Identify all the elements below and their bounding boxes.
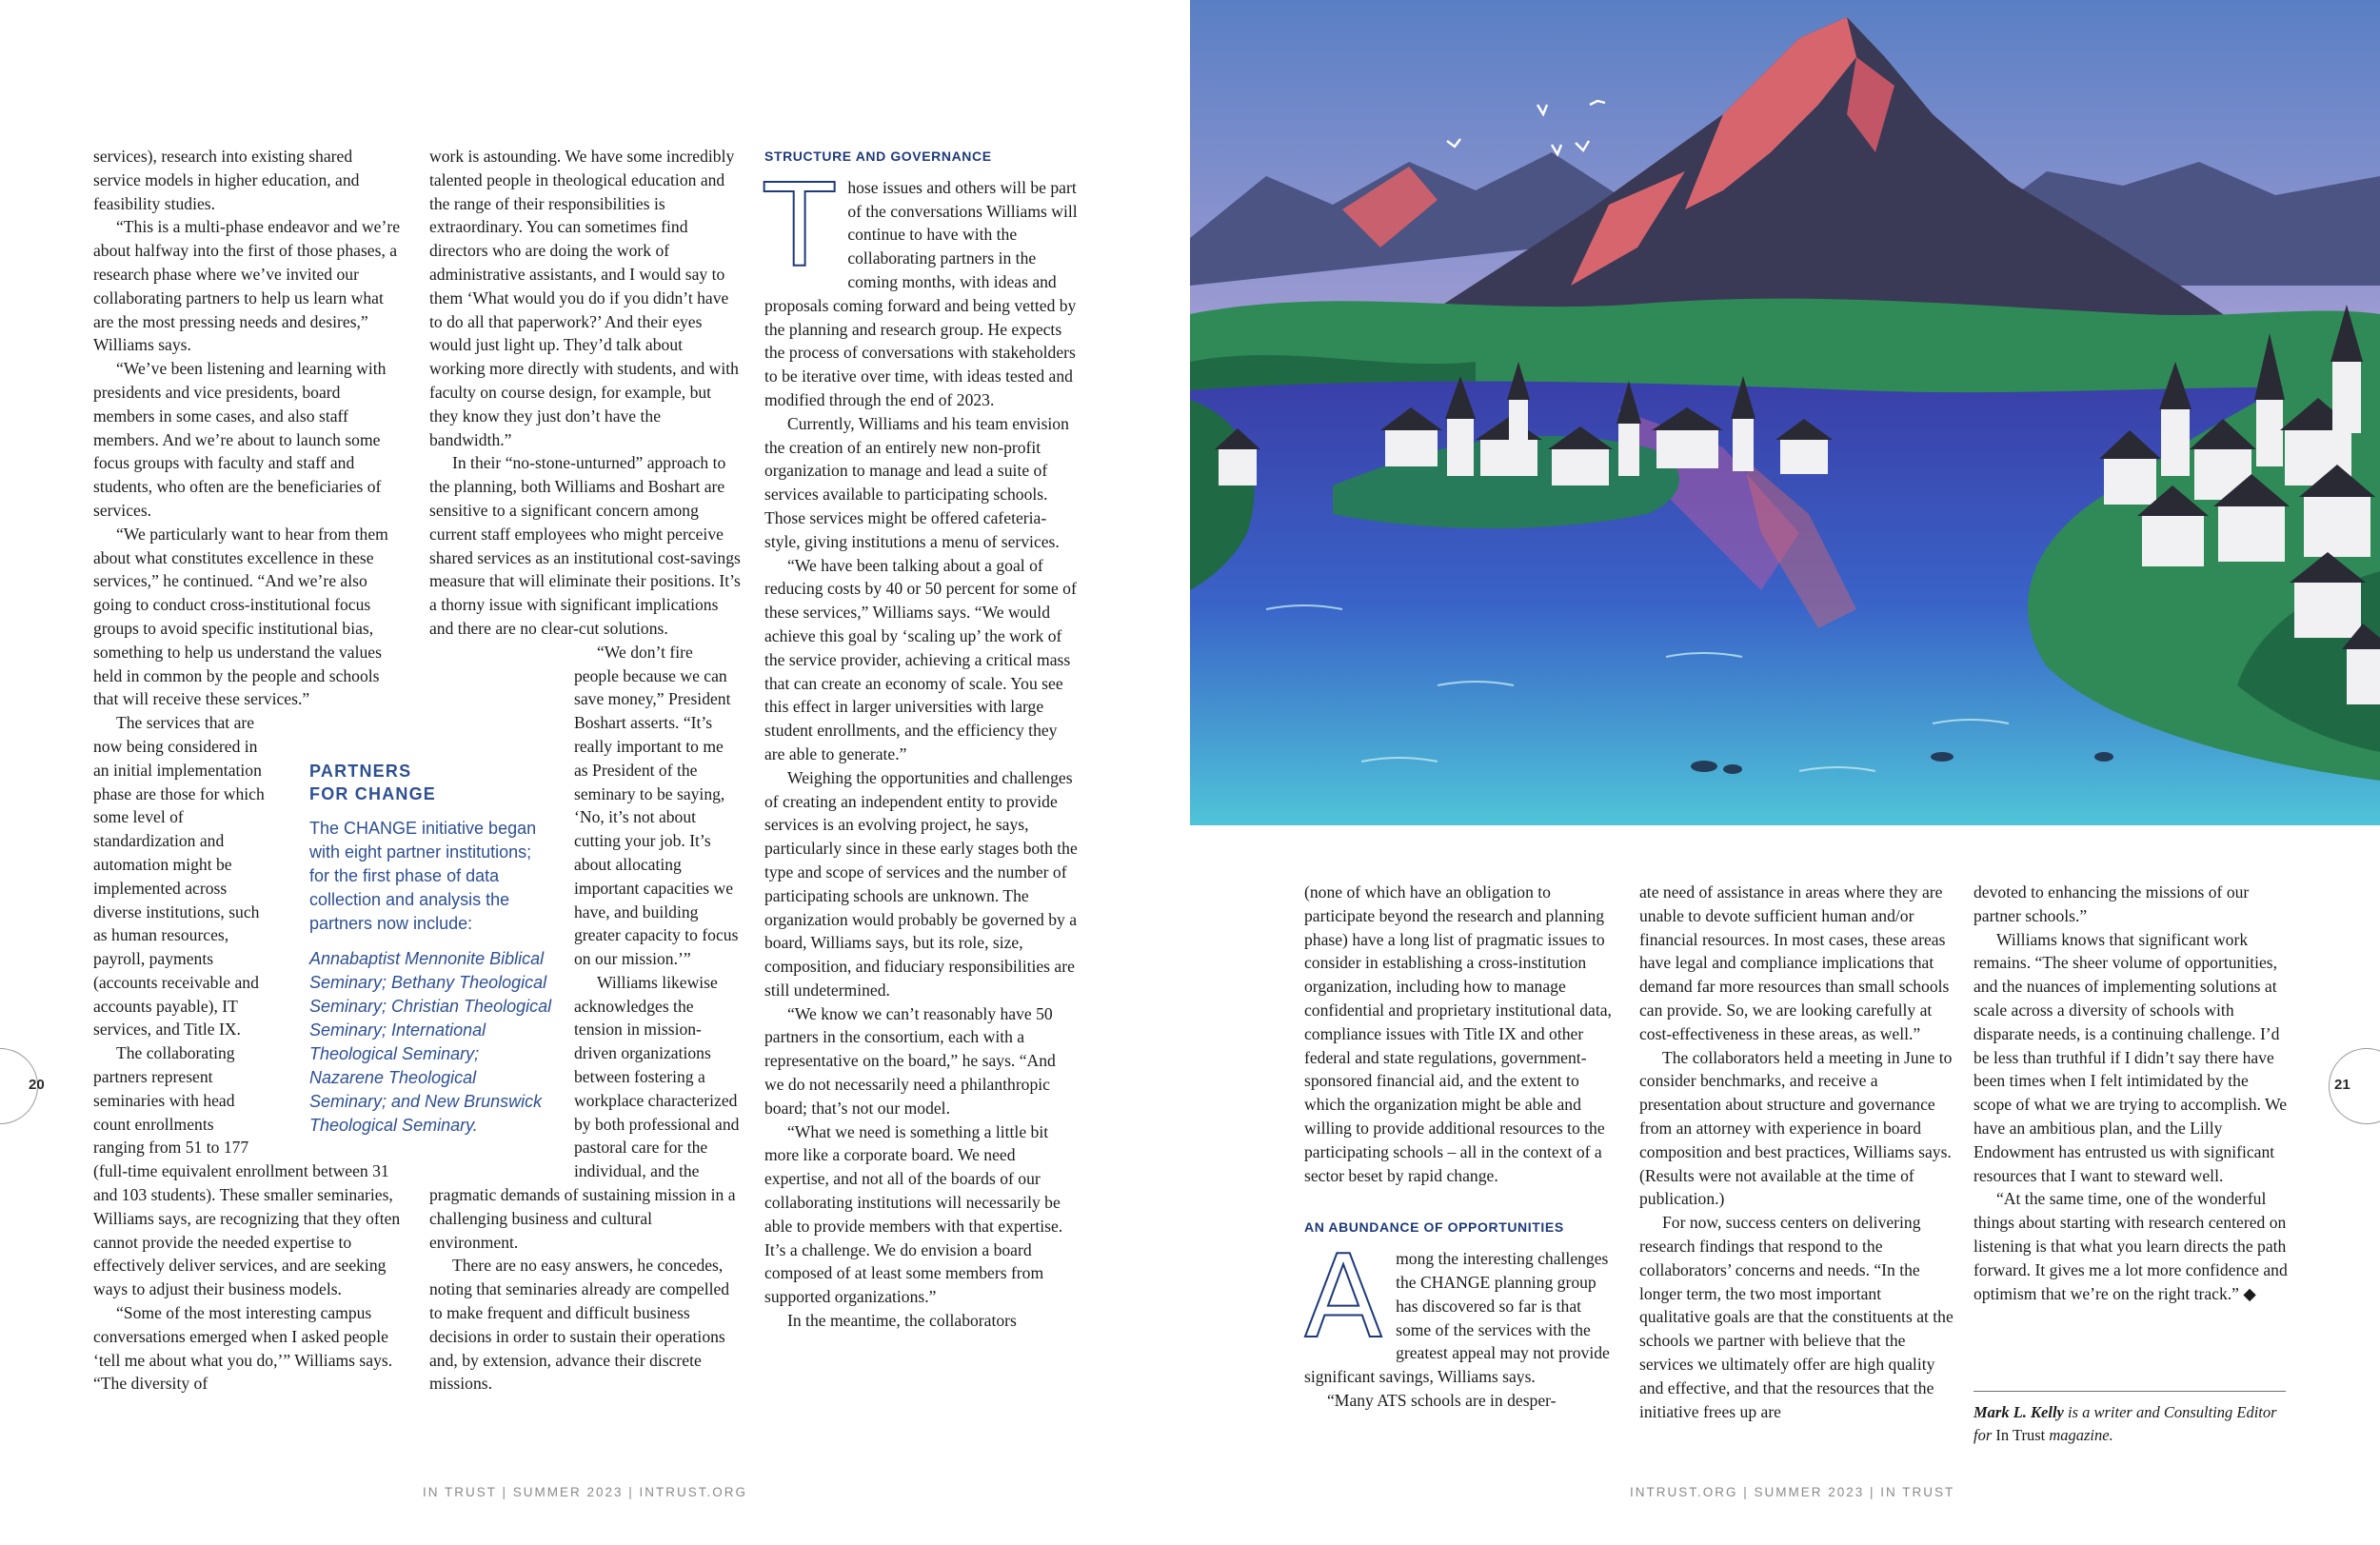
rock — [2094, 752, 2113, 762]
right-column-2 — [1639, 881, 1954, 1423]
sidebar-partner-list: Annabaptist Mennonite Biblical Seminary; Bethany Theological Seminary; Christian Theological Seminary; International Theological Seminary; Nazarene Theological Seminary; and New Brunswick Theological Seminary. — [309, 949, 552, 1135]
paragraph: “Many ATS schools are in desper- — [1327, 1390, 1557, 1410]
right-column-1 — [1304, 881, 1618, 1413]
sidebar-title-line: PARTNERS — [309, 762, 412, 781]
footer: IN TRUST | SUMMER 2023 | INTRUST.ORG — [423, 1485, 748, 1499]
sidebar-title-line: FOR CHANGE — [309, 784, 436, 803]
rock — [1691, 761, 1717, 772]
author-name: Mark L. Kelly — [1973, 1403, 2064, 1421]
paragraph: hose issues and others will be part of the conversations Williams will continue to have with the collaborating partners in the coming months, with ideas and proposals coming forward and being vetted by the planning and research group. He expects the process of conversations with stakeholders to be iterative over time, with ideas tested and modified through the end of 2023. — [764, 177, 1078, 409]
paragraph: services), research into existing shared service models in higher education, and feasibility studies. — [93, 147, 360, 213]
drop-cap: A — [1304, 1232, 1383, 1365]
magazine-name: In Trust — [1995, 1426, 2046, 1444]
partners-sidebar — [309, 760, 552, 1138]
credit-text: magazine. — [2045, 1426, 2113, 1444]
page-number: 21 — [2334, 1077, 2350, 1093]
paragraph: “We particularly want to hear from them about what constitutes excellence in these services,” he continued. “And we’re also going to conduct cross-institutional focus groups to avoid specific institutional bias, something to help us understand the values held in common by the people and schools that will receive these services.” — [93, 524, 388, 709]
paragraph: In their “no-stone-unturned” approach to the planning, both Williams and Boshart are sensitive to a significant concern among current staff employees who might perceive shared services as an institutional cost-savings measure that will eliminate their positions. It’s a thorny issue with significant implications and there are no clear-cut solutions. — [429, 453, 741, 638]
page-number: 20 — [29, 1077, 45, 1093]
section-heading: AN ABUNDANCE OF OPPORTUNITIES — [1304, 1219, 1564, 1236]
paragraph: In the meantime, the collaborators — [787, 1311, 1017, 1331]
sidebar-intro: The CHANGE initiative began with eight partner institutions; for the first phase of data collection and analysis the partners now include: — [309, 819, 537, 933]
paragraph: Williams likewise acknowledges the tension in mission-driven organizations between fostering a workplace characterized by both professional and pastoral care for the individual, and the pragmatic demands of sustaining mission in a challenging business and cultural environment. — [429, 972, 740, 1252]
paragraph: “Some of the most interesting campus conversations emerged when I asked people ‘tell me about what you do,’” Williams says. “The diversity of — [93, 1303, 393, 1394]
sidebar-title — [309, 760, 552, 805]
right-column-3 — [1973, 881, 2288, 1305]
paragraph: The collaborators held a meeting in June to consider benchmarks, and receive a presentation about structure and governance from an attorney with experience in board composition and best practices, Williams says. (Results were not available at the time of publication.) — [1639, 1047, 1953, 1209]
paragraph: “This is a multi-phase endeavor and we’re about halfway into the first of those phases, a research phase where we’ve invited our collaborating partners to help us learn what are the most pressing needs and desires,” Williams says. — [93, 217, 401, 355]
credit-divider — [1973, 1391, 2286, 1392]
paragraph: The services that are now being considered in an initial implementation phase are those for which some level of standardization and automation might be implemented across diverse institutions, such as human resources, payroll, payments (accounts receivable and accounts payable), IT services, and Title IX. — [93, 713, 265, 1040]
mountain-lake-village-illustration — [1190, 0, 2380, 825]
rock — [1723, 764, 1742, 774]
credit-text: is a writer and Consulting Editor for — [1973, 1403, 2277, 1444]
paragraph: devoted to enhancing the missions of our partner schools.” — [1973, 882, 2250, 925]
paragraph: (none of which have an obligation to participate beyond the research and planning phase) have a long list of pragmatic issues to consider in establishing a cross-institution organization, including how to manage confidential and proprietary institutional data, compliance issues with Title IX and other federal and state regulations, government-sponsored financial aid, and the extent to which the organization might be able and willing to provide additional resources to the participating schools – all in the context of a sector beset by rapid change. — [1304, 882, 1612, 1185]
author-credit — [1973, 1401, 2288, 1447]
paragraph: “We’ve been listening and learning with presidents and vice presidents, board members in some cases, and also staff members. And we’re about to launch some focus groups with faculty and staff and students, who often are the beneficiaries of services. — [93, 359, 387, 520]
illustration — [1190, 0, 2380, 825]
paragraph: “At the same time, one of the wonderful things about starting with research centered on listening is that what you learn directs the path forward. It gives me a lot more confidence and optimism that we’re on the right track.” ◆ — [1973, 1189, 2288, 1303]
paragraph: “We have been talking about a goal of reducing costs by 40 or 50 percent for some of these services,” Williams says. “We would achieve this goal by ‘scaling up’ the work of the service provider, achieving a critical mass that can create an economy of scale. You see this effect in larger universities with large student enrollments, and the efficiency they are able to generate.” — [764, 555, 1077, 763]
paragraph: There are no easy answers, he concedes, noting that seminaries already are compelled to make frequent and difficult business decisions in order to sustain their operations and, by extension, advance their discrete missions. — [429, 1256, 730, 1394]
paragraph: ate need of assistance in areas where they are unable to devote sufficient human and/or financial resources. In most cases, these areas have legal and compliance implications that demand far more resources than small schools can provide. So, we are looking carefully at cost-effectiveness in these areas, as well.” — [1639, 882, 1950, 1043]
paragraph: Williams knows that significant work remains. “The sheer volume of opportunities, and the nuances of implementing solutions at scale across a diversity of schools with disparate needs, is a continuing challenge. I’d be less than truthful if I didn’t say there have been times when I felt intimidated by the scope of what we are trying to accomplish. We have an ambitious plan, and the Lilly Endowment has entrusted us with significant resources that I want to steward well. — [1973, 929, 2288, 1185]
paragraph: “We know we can’t reasonably have 50 partners in the consortium, each with a representative on the board,” he says. “And we do not necessarily need a philanthropic board; that’s not our model. — [764, 1003, 1056, 1118]
drop-cap: T — [764, 160, 835, 293]
paragraph: mong the interesting challenges the CHANGE planning group has discovered so far is that some of the services with the greatest appeal may not provide significant savings, Williams says. — [1304, 1249, 1610, 1387]
paragraph: “What we need is something a little bit more like a corporate board. We need expertise, and not all of the boards of our collaborating institutions will necessarily be able to provide members with that expertise. It’s a challenge. We do envision a board composed of at least some members from supported organizations.” — [764, 1121, 1063, 1307]
paragraph: The collaborating partners represent seminaries with head count enrollments ranging from 51 to 177 (full-time equivalent enrollment between 31 and 103 students). These smaller seminaries, Williams says, are recognizing that they often cannot provide the needed expertise to effectively deliver services, and are seeking ways to adjust their business models. — [93, 1043, 401, 1299]
left-column-3 — [764, 145, 1079, 1333]
paragraph: work is astounding. We have some incredibly talented people in theological education and the range of their responsibilities is extraordinary. You can sometimes find directors who are doing the work of administrative assistants, and I would say to them ‘What would you do if you didn’t have to do all that paperwork?’ And their eyes would just light up. They’d talk about working more directly with students, and with faculty on course design, for example, but they know they just don’t have the bandwidth.” — [429, 147, 739, 449]
rock — [1931, 752, 1954, 762]
footer: INTRUST.ORG | SUMMER 2023 | IN TRUST — [1630, 1485, 1955, 1499]
section-heading: STRUCTURE AND GOVERNANCE — [764, 149, 992, 164]
paragraph: Weighing the opportunities and challenges of creating an independent entity to provide services is an evolving project, he says, particularly since in these early stages both the type and scope of services and the number of participating schools are unknown. The organization would probably be governed by a board, Williams says, but its role, size, composition, and fiduciary responsibilities are still undetermined. — [764, 767, 1078, 1000]
paragraph: For now, success centers on delivering research findings that respond to the collaborators’ concerns and needs. “In the longer term, the two most important qualitative goals are that the constituents at the schools we partner with believe that the services we ultimately offer are high quality and effective, and that the resources that the initiative frees up are — [1639, 1213, 1954, 1421]
paragraph: “We don’t fire people because we can save money,” President Boshart asserts. “It’s really important to me as President of the seminary to be saying, ‘No, it’s not about cutting your job. It’s about allocating important capacities we have, and building greater capacity to focus on our mission.’” — [574, 642, 739, 969]
paragraph: Currently, Williams and his team envision the creation of an entirely new non-profit organization to manage and lead a suite of services available to participating schools. Those services might be offered cafeteria-style, giving institutions a menu of services. — [764, 413, 1069, 551]
